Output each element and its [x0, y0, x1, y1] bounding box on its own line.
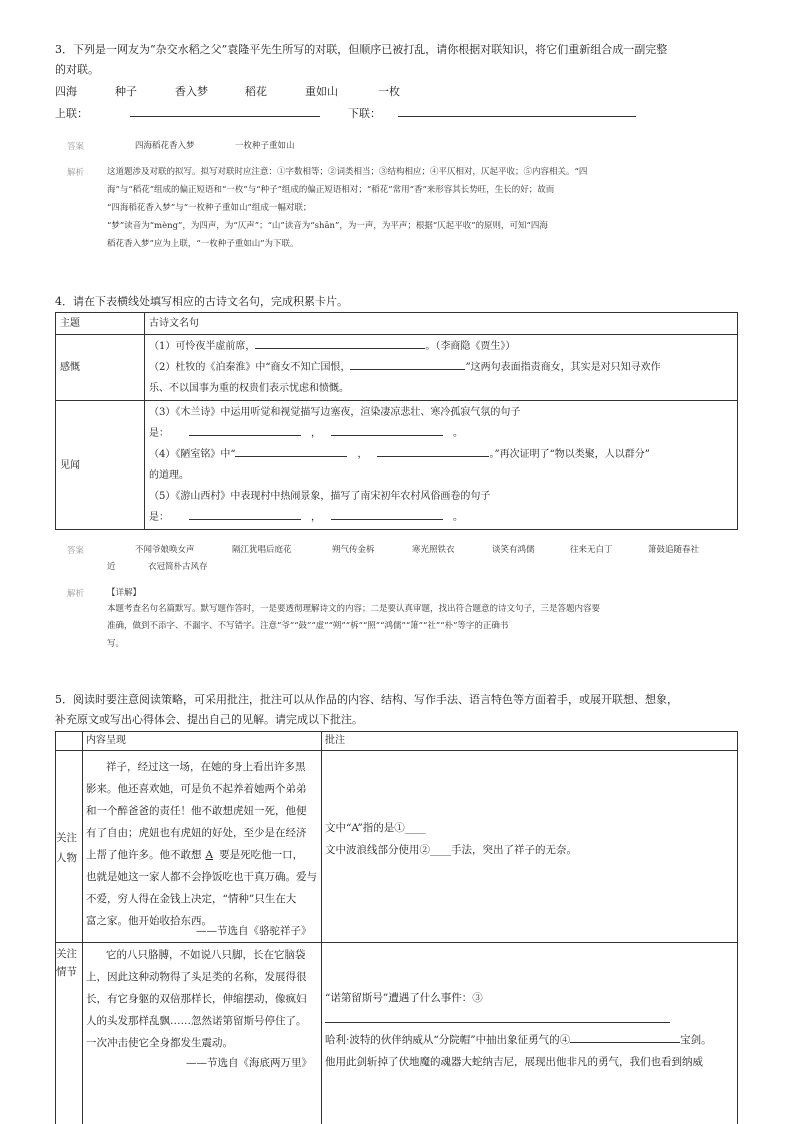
q4-analysis-line3: 写。 [107, 639, 125, 649]
q5-row2-text-1: 它的八只胳膊，不如说八只脚，长在它脑袋 [106, 949, 306, 961]
q5-row2-blank-3[interactable] [325, 1012, 670, 1023]
q3-upper-label: 上联： [55, 107, 88, 120]
q4-r3-comma: ， [311, 428, 321, 439]
q4-r1-blank[interactable] [255, 338, 425, 349]
q4-r3-b: 是： [149, 428, 169, 439]
q5-row1-line-8: 富之家。他开始收拾东西。 [86, 915, 212, 927]
q5-row2-note-2 [325, 1030, 712, 1050]
q5-row2-note-3: 他用此剑斩掉了伏地魔的魂器大蛇纳吉尼，展现出他非凡的勇气，我们也看到纳威 [325, 1056, 703, 1068]
q4-header-theme: 主题 [56, 313, 145, 335]
q4-r4-c: 的道理。 [149, 470, 189, 481]
q4-r3-a: （3）《木兰诗》中运用听觉和视觉描写边塞夜，渲染凄凉悲壮、寒冷孤寂气氛的句子 [149, 407, 521, 418]
q4-answer-9: 衣冠简朴古风存 [148, 562, 208, 572]
q4-analysis-tag: 解析 [67, 589, 85, 599]
q4-r5-b: 是： [149, 512, 169, 523]
q3-word-4: 稻花 [245, 85, 267, 98]
q4-cell-1 [145, 335, 738, 401]
q3-upper-blank[interactable] [130, 106, 320, 117]
q4-header-poem: 古诗文名句 [145, 313, 738, 335]
q5-header-content: 内容呈现 [86, 735, 126, 746]
q5-row1-note-1: 文中“A”指的是①____ [325, 822, 426, 834]
q5-row1-label-1: 关注 [56, 832, 77, 844]
q4-answer-tag: 答案 [67, 546, 85, 556]
q4-r1-b: 。（李商隐《贾生》） [425, 341, 516, 352]
q3-word-1: 四海 [55, 85, 77, 98]
q5-row2-line-5: 一次冲击使它全身都发生震动。 [86, 1037, 233, 1049]
q4-r5-comma: ， [311, 512, 321, 523]
q3-word-5: 重如山 [305, 85, 338, 98]
q4-answer-8: 近 [107, 562, 116, 572]
q5-divider-col2 [321, 731, 322, 1124]
q4-r4-blank2[interactable] [377, 446, 489, 457]
q5-row2-line-3: 长，有它身躯的双倍那样长，伸缩摆动，像疯妇 [86, 993, 307, 1005]
q5-row1-line5-A: A [205, 849, 214, 861]
q3-analysis-line1: 这道题涉及对联的拟写。拟写对联时应注意：①字数相等；②词类相当；③结构相应；④平仄相对，仄起平收；⑤内容相关。“四 [107, 167, 588, 177]
q5-row1-text-1: 祥子，经过这一场，在她的身上看出许多黑 [106, 761, 306, 773]
q5-row1-line5-pre: 上帮了他许多。他不敢想 [86, 849, 202, 861]
q5-divider-header [55, 750, 738, 751]
q3-analysis-tag: 解析 [67, 168, 85, 178]
q5-divider-row [55, 942, 738, 943]
q4-r2-a: （2）杜牧的《泊秦淮》中“商女不知亡国恨， [149, 362, 351, 373]
q3-lower-label: 下联： [348, 107, 381, 120]
q3-stem-line1: 3．下列是一网友为“杂交水稻之父”袁隆平先生所写的对联，但顺序已被打乱，请你根据对联知识，将它们重新组合成一副完整 [55, 43, 668, 56]
q5-row2-line-1 [86, 944, 306, 966]
q5-row1-line-2: 影来。他还喜欢她，可是负不起养着她两个弟弟 [86, 783, 307, 795]
q4-r1-a: （1）可怜夜半虚前席， [149, 341, 256, 352]
q3-stem-line2: 的对联。 [55, 63, 99, 76]
q3-lower-blank[interactable] [398, 106, 636, 117]
q4-answer-4: 寒光照铁衣 [412, 545, 455, 555]
q5-row2-source: ——节选自《海底两万里》 [186, 1057, 312, 1069]
q4-answer-7: 箫鼓追随春社 [648, 545, 700, 555]
q4-r5-a: （5）《游山西村》中表现村中热闹景象，描写了南宋初年农村风俗画卷的句子 [149, 491, 491, 502]
q4-r2-b: ”这两句表面指责商女，其实是对只知寻欢作 [465, 362, 661, 373]
q4-answer-6: 往来无白丁 [570, 545, 613, 555]
q4-answer-1: 不闻爷娘唤女声 [135, 545, 195, 555]
q4-r2-blank[interactable] [350, 359, 465, 370]
q3-answer-upper: 四海稻花香入梦 [135, 141, 195, 151]
q3-word-6: 一枚 [378, 85, 400, 98]
q4-r5-period: 。 [453, 512, 463, 523]
q4-answer-3: 朔气传金柝 [332, 545, 375, 555]
q4-r4-blank1[interactable] [235, 446, 347, 457]
q4-cell-2 [145, 401, 738, 530]
q5-row1-label-2: 人物 [56, 852, 77, 864]
q5-row2-line-4: 人的头发那样乱飘……忽然诺第留斯号停住了。 [86, 1015, 307, 1027]
q4-analysis-head: 【详解】 [107, 588, 142, 598]
q5-header-note: 批注 [325, 735, 345, 746]
q4-r3-blank2[interactable] [331, 425, 443, 436]
q4-r4-b: 。”再次证明了“物以类聚，人以群分” [489, 449, 650, 460]
q5-divider-col1 [82, 731, 83, 1124]
q3-analysis-line5: 稻花香入梦”应为上联，“一枚种子重如山”为下联。 [107, 239, 299, 249]
q4-r4-comma: ， [357, 449, 368, 460]
q3-word-2: 种子 [115, 85, 137, 98]
q4-r5-blank2[interactable] [331, 509, 443, 520]
q5-row2-line-2: 上，因此这种动物得了头足类的名称，发展得很 [86, 971, 307, 983]
q3-word-3: 香入梦 [175, 85, 208, 98]
q5-row1-line-4: 有了自由；虎妞也有虎妞的好处，至少是在经济 [86, 827, 307, 839]
q5-row1-line-7: 不爱，穷人得在金钱上决定，“情种”只生在大 [86, 893, 297, 905]
q5-row1-note-2: 文中波浪线部分使用②____手法，突出了祥子的无奈。 [325, 844, 577, 856]
q5-row1-line5-post: 要是死吃他一口， [219, 849, 304, 861]
q4-r5-blank1[interactable] [189, 509, 301, 520]
q5-stem-line1: 5．阅读时要注意阅读策略，可采用批注，批注可以从作品的内容、结构、写作手法、语言特色等方面着手，或展开联想、想象， [55, 693, 678, 706]
q5-row1-line-3: 和一个醉爸爸的责任！他不敢想虎妞一死，他便 [86, 805, 307, 817]
q3-analysis-line2: 海”与“稻花”组成的偏正短语和“一枚”与“种子”组成的偏正短语相对；“稻花”常用“香”来形容其长势旺，生长的好；故而 [107, 185, 555, 195]
q5-row2-note2-a: 哈利·波特的伙伴纳威从“分院帽”中抽出象征勇气的④ [325, 1034, 571, 1046]
q5-row1-line-5 [86, 844, 303, 866]
q4-analysis-line1: 本题考查名句名篇默写。默写题作答时，一是要透彻理解诗文的内容；二是要认真审题，找出符合题意的诗文句子，三是答题内容要 [107, 604, 601, 614]
q5-row1-line-6: 也就是她这一家人都不会挣饭吃也干真万确。爱与 [86, 871, 317, 883]
q4-stem: 4．请在下表横线处填写相应的古诗文名句，完成积累卡片。 [55, 295, 348, 308]
q4-answer-5: 谈笑有鸿儒 [492, 545, 535, 555]
q4-theme-1: 感慨 [56, 335, 145, 401]
q5-row1-line-1 [86, 756, 306, 778]
q4-table [55, 312, 738, 530]
q3-analysis-line4: “梦”读音为“mèng”，为四声，为“仄声”；“山”读音为“shān”，为一声，为平声；根据“仄起平收”的原则，可知“四海 [107, 221, 548, 231]
q4-answer-2: 隔江犹唱后庭花 [232, 545, 292, 555]
q5-row2-label-2: 情节 [56, 966, 77, 978]
q4-r2-c: 乐、不以国事为重的权贵们表示忧虑和愤慨。 [149, 383, 349, 394]
q3-answer-tag: 答案 [67, 142, 85, 152]
q3-answer-lower: 一枚种子重如山 [235, 141, 295, 151]
q4-analysis-line2: 准确，做到不添字、不漏字、不写错字。注意“爷”“鼓”“虚”“朔”“柝”“照”“鸿儒”“箫”“社”“朴”等字的正确书 [107, 621, 509, 631]
q5-row2-note2-b: 宝剑。 [680, 1034, 712, 1046]
q5-row2-label-1: 关注 [56, 948, 77, 960]
q4-r4-a: （4）《陋室铭》中“ [149, 449, 236, 460]
q3-analysis-line3: “四海稻花香入梦”与“一枚种子重如山”组成一幅对联； [107, 203, 312, 213]
q5-stem-line2: 补充原文或写出心得体会、提出自己的见解。请完成以下批注。 [55, 713, 363, 726]
q4-r3-period: 。 [453, 428, 463, 439]
q5-row2-note-1: “诺第留斯号”遭遇了什么事件：③ [325, 992, 483, 1004]
q5-row1-source: ——节选自《骆驼祥子》 [196, 925, 312, 937]
q4-theme-2: 见闻 [56, 401, 145, 530]
q4-r3-blank1[interactable] [189, 425, 301, 436]
q5-row2-blank-4[interactable] [570, 1032, 680, 1043]
